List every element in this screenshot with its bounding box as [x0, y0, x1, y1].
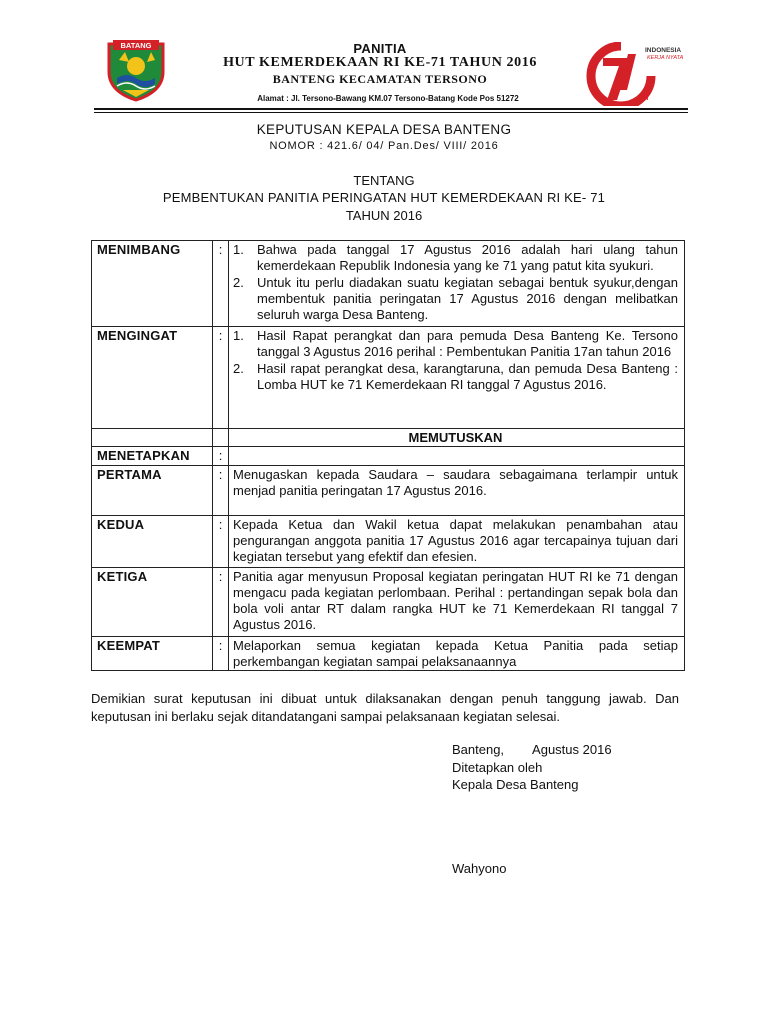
list-item: 2. Hasil rapat perangkat desa, karangtaruna, dan pemuda Desa Banteng : Lomba HUT ke 71 Kemerdekaan RI tanggal 7 Agustus 2016. [233, 360, 678, 392]
list-item: 2. Untuk itu perlu diadakan suatu kegiatan sebagai bentuk syukur,dengan membentuk panitia peringatan 17 Agustus 2016 dengan melibatkan seluruh warga Desa Banteng. [233, 274, 678, 323]
row-content [229, 327, 685, 429]
row-content: Kepada Ketua dan Wakil ketua dapat melakukan penambahan atau pengurangan anggota panitia 17 Agustus 2016 agar tercapainya tujuan dari kegiatan tersebut yang efektif dan efesien. [229, 515, 685, 567]
row-colon: : [213, 447, 229, 465]
row-label: MENGINGAT [92, 327, 213, 429]
logo-kerja-nyata: KERJA NYATA [647, 55, 684, 61]
signature-name: Wahyono [452, 861, 507, 876]
table-row-kedua [92, 515, 685, 567]
row-content: Melaporkan semua kegiatan kepada Ketua Panitia pada setiap perkembangan kegiatan sampai pelaksanaannya [229, 636, 685, 671]
table-row-menetapkan [92, 447, 685, 465]
row-label: PERTAMA [92, 465, 213, 515]
list-item: 1. Bahwa pada tanggal 17 Agustus 2016 adalah hari ulang tahun kemerdekaan Republik Indonesia yang ke 71 yang patut kita syukuri. [233, 242, 678, 274]
table-row-menimbang [92, 241, 685, 327]
row-colon: : [213, 515, 229, 567]
table-row-ketiga [92, 567, 685, 636]
row-label: KETIGA [92, 567, 213, 636]
signature-date: Agustus 2016 [532, 742, 612, 757]
row-content: Panitia agar menyusun Proposal kegiatan peringatan HUT RI ke 71 dengan mengacu pada kegiatan perlombaan. Perihal : pertandingan sepak bola dan bola voli antar RT dalam rangka HUT ke 71 Kemerdekaan RI tanggal 7 Agustus 2016. [229, 567, 685, 636]
signature-ditetapkan: Ditetapkan oleh [452, 760, 543, 775]
header-address: Alamat : Jl. Tersono-Bawang KM.07 Tersono-Batang Kode Pos 51272 [257, 94, 519, 103]
doc-subject: PEMBENTUKAN PANITIA PERINGATAN HUT KEMERDEKAAN RI KE- 71 [162, 190, 606, 205]
row-colon: : [213, 327, 229, 429]
row-colon: : [213, 241, 229, 327]
list-item: 1. Hasil Rapat perangkat dan para pemuda Desa Banteng Ke. Tersono tanggal 3 Agustus 2016 perihal : Pembentukan Panitia 17an tahun 2016 [233, 328, 678, 360]
table-row-keempat [92, 636, 685, 671]
logo-th: TH [639, 95, 649, 102]
table-row-memutuskan [92, 429, 685, 447]
header-hut-title: HUT KEMERDEKAAN RI KE-71 TAHUN 2016 [223, 55, 537, 70]
row-content [229, 241, 685, 327]
closing-paragraph: Demikian surat keputusan ini dibuat untuk dilaksanakan dengan penuh tanggung jawab. Dan keputusan ini berlaku sejak ditandatangani sampai pelaksanaan kegiatan selesai. [91, 691, 679, 724]
logo-indonesia: INDONESIA [645, 47, 682, 54]
table-row-pertama [92, 465, 685, 515]
doc-subject-year: TAHUN 2016 [345, 208, 423, 223]
row-colon: : [213, 636, 229, 671]
batang-crest-logo [103, 38, 169, 102]
signature-place: Banteng, [452, 742, 505, 757]
header-rule-thick [94, 108, 688, 110]
doc-title: KEPUTUSAN KEPALA DESA BANTENG [256, 122, 512, 137]
row-label: MENETAPKAN [92, 447, 213, 465]
doc-tentang: TENTANG [353, 173, 415, 188]
doc-number: NOMOR : 421.6/ 04/ Pan.Des/ VIII/ 2016 [269, 140, 499, 152]
crest-label: BATANG [120, 41, 152, 50]
header-panitia: PANITIA [353, 41, 407, 56]
row-label: KEDUA [92, 515, 213, 567]
signature-date-line [452, 742, 612, 757]
table-row-mengingat [92, 327, 685, 429]
row-colon: : [213, 567, 229, 636]
logo-number: 71 [581, 42, 583, 43]
row-colon: : [213, 465, 229, 515]
header-banteng: BANTENG KECAMATAN TERSONO [272, 72, 488, 86]
row-label: KEEMPAT [92, 636, 213, 671]
row-label: MENIMBANG [92, 241, 213, 327]
decision-table [91, 240, 685, 671]
signature-position: Kepala Desa Banteng [452, 777, 579, 792]
header-rule-thin [94, 112, 688, 113]
row-content: Menugaskan kepada Saudara – saudara sebagaimana terlampir untuk menjad panitia peringatan 17 Agustus 2016. [229, 465, 685, 515]
memutuskan-heading: MEMUTUSKAN [229, 429, 685, 447]
